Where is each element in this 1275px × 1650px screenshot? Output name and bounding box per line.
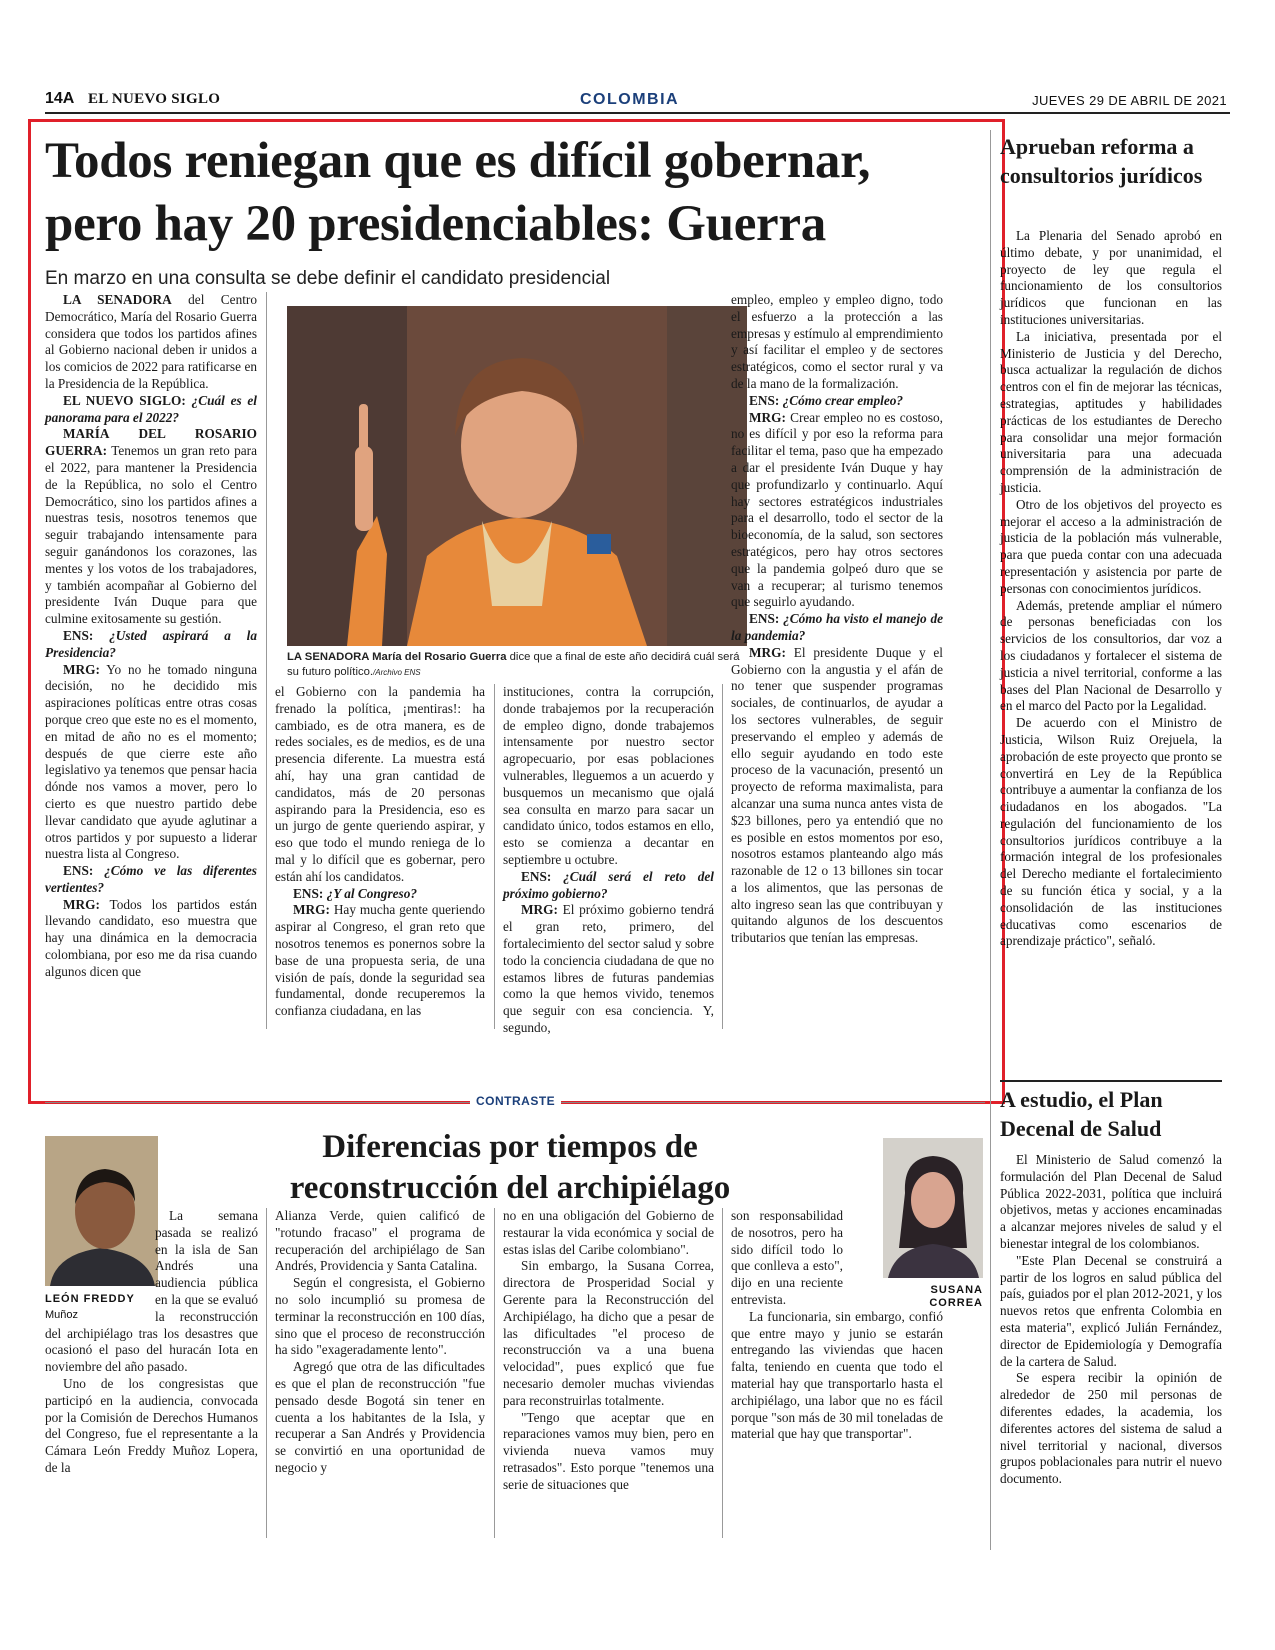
paragraph: empleo, empleo y empleo digno, todo el esfuerzo a la protección a las empresas y estímulo al emprendimiento y así facilitar el empleo y de sectores estratégicos, como el sector rural y va de la mano de la formalización. <box>731 292 943 391</box>
sidebar-divider <box>990 130 991 1550</box>
question-label: ENS: <box>521 868 552 884</box>
answer-label: MRG: <box>749 644 786 660</box>
paragraph: del Centro Democrático, María del Rosario Guerra considera que todos los partidos afines al Gobierno nacional deben ir unidos a los comicios de 2022 para ratificarse en la Presidencia de la República. <box>45 292 257 391</box>
paragraph: "Este Plan Decenal se construirá a partir de los logros en salud pública del país, guiados por el plan 2012-2021, y los nuevos retos que enfrenta Colombia en esta materia", explicó Julián Fernández, director de Epidemiología y Demografía de la cartera de Salud. <box>1000 1252 1222 1369</box>
leon-surname: Muñoz <box>45 1309 79 1321</box>
contraste-headline-line-2: reconstrucción del archipiélago <box>289 1170 731 1206</box>
senator-illustration <box>287 306 747 646</box>
section-title: COLOMBIA <box>580 91 680 108</box>
answer-label: MRG: <box>521 902 558 918</box>
answer: El próximo gobierno tendrá el gran reto, primero, del fortalecimiento del sector salud y sobre todo la conciencia ciudadana de que no estamos libres de futuras pandemias como la que hemos vivido, tenemos que seguir con esa conciencia. Y, segundo, <box>503 902 714 1035</box>
question-label: EL NUEVO SIGLO: <box>63 392 186 408</box>
main-column-1 <box>45 292 257 981</box>
question-label: ENS: <box>749 611 780 627</box>
sidebar-headline-1: Aprueban reforma a consultorios jurídicos <box>1000 134 1203 188</box>
paragraph: Alianza Verde, quien calificó de "rotundo fracaso" el programa de recuperación del archipiélago de San Andrés, Providencia y Santa Catalina. <box>275 1208 485 1274</box>
paragraph: De acuerdo con el Ministro de Justicia, Wilson Ruiz Orejuela, la aprobación de este proyecto que pronto se convertirá en Ley de la República contribuye a aumentar la confianza de los ciudadanos en los abogados. "La regulación del funcionamiento de los consultorios jurídicos contribuye a la formación integral de los profesionales del Derecho mediante el fortalecimiento de su función ética y social, y a la consolidación de las instituciones educativas como escenarios de aprendizaje práctico", señaló. <box>1000 715 1222 949</box>
issue-date: JUEVES 29 DE ABRIL DE 2021 <box>1032 93 1227 108</box>
answer: Yo no he tomado ninguna decisión, no he decidido mis aspiraciones políticas entre otras cosas porque creo que este no es el momento, en mitad de año no es el momento; después de que cierre este año legislativo ya tenemos que pensar hacia dónde nos vamos a mover, pero lo cierto es que nuestro partido debe llevar candidato que ayude aglutinar a otros partidos y por supuesto a liderar nuestra lista al Congreso. <box>45 661 257 862</box>
paragraph: Sin embargo, la Susana Correa, directora de Prosperidad Social y Gerente para la Reconstrucción del Archipiélago, ha dicho que a pesar de las dificultades "el proceso de reconstrucción va a una buena velocidad", pues explicó que fue necesario demoler muchas viviendas para reconstruirlas totalmente. <box>503 1258 714 1408</box>
question: ¿Cómo ve las diferentes vertientes? <box>45 863 257 895</box>
susana-first-name: SUSANA <box>930 1284 983 1296</box>
question-label: ENS: <box>63 627 94 643</box>
column-divider <box>494 684 495 1029</box>
question-label: ENS: <box>63 863 94 879</box>
paragraph: son responsabilidad de nosotros, pero ha sido difícil todo lo que conlleva a esto", dijo en una reciente entrevista. <box>731 1208 843 1307</box>
column-divider <box>266 1208 267 1538</box>
paragraph: La iniciativa, presentada por el Ministerio de Justicia y del Derecho, busca actualizar la regulación de dichos centros con el fin de mejorar las técnicas, estrategias, aptitudes y habilidades prácticas de los estudiantes de Derecho para consolidar una mejor formación universitaria para una adecuada comprensión de la administración de justicia. <box>1000 328 1222 495</box>
headline-line-1: Todos reniegan que es difícil gobernar, <box>45 133 871 189</box>
leon-name: LEÓN FREDDY <box>45 1293 135 1305</box>
caption-text: dice que a final de este año decidirá cuál será su futuro político. <box>287 651 740 678</box>
answer: Tenemos un gran reto para el 2022, para mantener la Presidencia de la República, no solo el Centro Democrático, sino los partidos afines a nuestras tesis, nosotros tenemos que seguir trabajando intensamente para seguir ganándonos los corazones, las mentes y los votos de los trabajadores, y también acompañar al Gobierno del presidente Iván Duque para que culmine exitosamente su gestión. <box>45 443 257 627</box>
answer-label: MRG: <box>63 661 100 677</box>
paragraph: instituciones, contra la corrupción, donde trabajemos por la recuperación de empleo digno, donde trabajemos intensamente por nuestro sector agropecuario, por esas poblaciones vulnerables, lleguemos a un acuerdo y busquemos un mecanismo que ojalá sea consulta en marzo para sacar un candidato único, todos estamos en ello, esto se comienza a decantar en septiembre u octubre. <box>503 684 714 867</box>
photo-credit: /Archivo ENS <box>373 668 421 677</box>
contraste-column-4 <box>731 1208 943 1443</box>
susana-last-name: CORREA <box>929 1297 983 1309</box>
paragraph: La Plenaria del Senado aprobó en último debate, y por unanimidad, el proyecto de ley que regula el funcionamiento de los consultorios jurídicos que funcionan en las instituciones universitarias. <box>1000 228 1222 327</box>
main-column-4 <box>731 292 943 947</box>
question: ¿Cuál será el reto del próximo gobierno? <box>503 868 714 901</box>
question-label: ENS: <box>749 392 780 408</box>
page-number: 14A <box>45 90 75 107</box>
contraste-column-3 <box>503 1208 714 1494</box>
header-rule <box>45 112 1230 114</box>
paragraph: Además, pretende ampliar el número de personas beneficiadas con los servicios de los consultorios, dar voz a los ciudadanos y fortalecer el sistema de justicia a nivel territorial, conforme a las bases del Plan Nacional de Desarrollo y en el marco del Pacto por la Legalidad. <box>1000 597 1222 714</box>
paragraph: El Ministerio de Salud comenzó la formulación del Plan Decenal de Salud Pública 2022-2031, política que incluirá objetivos, metas y acciones encaminadas a alcanzar mejores niveles de salud y el bienestar integral de los colombianos. <box>1000 1152 1222 1251</box>
paragraph: Se espera recibir la opinión de alrededor de 250 mil personas de diferentes edades, la academia, los diferentes actores del sistema de salud a nivel territorial y nacional, diversos grupos poblacionales para nutrir el nuevo documento. <box>1000 1370 1222 1487</box>
question: ¿Cómo ha visto el manejo de la pandemia? <box>731 611 943 643</box>
paragraph: Uno de los congresistas que participó en la audiencia, convocada por la Comisión de Derechos Humanos del Congreso, fue el representante a la Cámara León Freddy Muñoz Lopera, de la <box>45 1375 258 1475</box>
answer-label: MRG: <box>63 896 100 912</box>
answer: Crear empleo no es costoso, no es difícil y por eso la reforma para facilitar el tema, paso que ha empezado a dar el presidente Iván Duque y hay que profundizarlo y continuarlo. Aquí hay sectores estratégicos industriales para el desarrollo, todo el sector de la bioeconomía, de la salud, son sectores estratégicos, pero hay otros sectores que la pandemia golpeó duro que se van a recuperar; al turismo tenemos que seguirlo ayudando. <box>731 409 943 610</box>
answer-label: MRG: <box>293 902 330 918</box>
answer: Hay mucha gente queriendo aspirar al Congreso, el gran reto que nosotros tenemos es ponernos sobre la base de una propuesta seria, de una visión de país, donde la seguridad sea fundamental, donde recuperemos la confianza ciudadana, en las <box>275 902 485 1019</box>
main-headline <box>45 130 985 256</box>
paragraph: La funcionaria, sin embargo, confió que entre mayo y junio se estarán entregando las viviendas que hacen falta, teniendo en cuenta que todo el material hay que transportarlo hasta el archipiélago, una labor que no es fácil porque "son más de 30 mil toneladas de material que hay que transportar". <box>731 1308 943 1442</box>
answer-label: MRG: <box>749 409 786 425</box>
paragraph: La semana pasada se realizó en la isla de San Andrés una audiencia pública en la que se evaluó la reconstrucción del archipiélago tras los desastres que ocasionó el paso del huracán Iota en noviembre del año pasado. <box>45 1208 258 1375</box>
answer-label: MARÍA DEL ROSARIO GUERRA: <box>45 426 257 459</box>
paragraph: Otro de los objetivos del proyecto es mejorar el acceso a la administración de justicia de la población más vulnerable, para que pueda contar con una adecuada representación y asistencia por parte de personas con conocimientos jurídicos. <box>1000 496 1222 596</box>
photo-caption <box>287 650 747 680</box>
sidebar-story-1 <box>1000 228 1222 950</box>
contraste-headline-line-1: Diferencias por tiempos de <box>322 1129 698 1165</box>
column-divider <box>266 292 267 1029</box>
question: ¿Usted aspirará a la Presidencia? <box>45 627 257 660</box>
publication-name: EL NUEVO SIGLO <box>88 91 221 107</box>
question: ¿Y al Congreso? <box>323 885 417 901</box>
question: ¿Cuál es el panorama para el 2022? <box>45 392 257 425</box>
column-divider <box>494 1208 495 1538</box>
column-divider <box>722 684 723 1029</box>
lead-in: LA SENADORA <box>63 292 172 307</box>
answer: El presidente Duque y el Gobierno con la angustia y el afán de no tener que suspender programas sociales, de continuarlos, de ayudar a los sectores vulnerables, de seguir preservando el empleo y además de ello seguir ayudando en todo este proceso de la vacunación, presentó un proyecto de reforma maximalista, para alcanzar una suma nunca antes vista de $23 billones, pero ya entendió que no es posible en estos momentos por eso, nosotros estamos planteando algo más razonable de 12 o 13 billones sin tocar a los alimentos, que las personas de alto ingreso sean las que contribuyan y quitando algunos de los descuentos tributarios que tenían las empresas. <box>731 644 943 946</box>
sidebar-rule <box>1000 1080 1222 1082</box>
paragraph: Según el congresista, el Gobierno no solo incumplió su promesa de terminar la reconstrucción en 100 días, sino que el proceso de reconstrucción ha sido "exageradamente lento". <box>275 1275 485 1358</box>
caption-lead: LA SENADORA María del Rosario Guerra <box>287 651 507 663</box>
sidebar-headline-2: A estudio, el Plan Decenal de Salud <box>1000 1087 1163 1141</box>
photo-wrap-space <box>45 1208 155 1320</box>
main-subhead: En marzo en una consulta se debe definir el candidato presidencial <box>45 268 611 289</box>
answer: Todos los partidos están llevando candidato, eso muestra que hay una dinámica en la democracia colombiana, por eso me da risa cuando algunos dicen que <box>45 896 257 979</box>
paragraph: Agregó que otra de las dificultades es que el plan de reconstrucción "fue pensado desde Bogotá sin tener en cuenta a los habitantes de la Isla, y recuperar a San Andrés y Providencia se convirtió en una oportunidad de negocio y <box>275 1359 485 1475</box>
paragraph: "Tengo que aceptar que en reparaciones vamos muy bien, pero en vivienda nueva vamos muy retrasados". Esto porque "tenemos una serie de situaciones que <box>503 1409 714 1492</box>
contraste-column-1 <box>45 1208 258 1477</box>
contraste-headline <box>265 1127 755 1209</box>
paragraph: no en una obligación del Gobierno de restaurar la vida económica y social de estas islas del Caribe colombiano". <box>503 1208 714 1257</box>
paragraph: el Gobierno con la pandemia ha frenado la política, ¡mentiras!: ha cambiado, es de otra manera, es de redes sociales, es de medios, es de una presencia diferente. La muestra está ahí, hay una gran cantidad de candidatos, más de 20 personas aspirando para la Presidencia, eso es un jurgo de gente queriendo aspirar, y eso que todo el mundo reniega de lo mal y lo difícil que es gobernar, pero están ahí los candidatos. <box>275 684 485 884</box>
headline-line-2: pero hay 20 presidenciables: Guerra <box>45 196 826 252</box>
main-column-2 <box>275 684 485 1020</box>
question-label: ENS: <box>293 885 324 901</box>
contraste-column-2 <box>275 1208 485 1477</box>
question: ¿Cómo crear empleo? <box>779 392 904 408</box>
main-column-3 <box>503 684 714 1037</box>
senator-photo <box>287 306 747 646</box>
contraste-label: CONTRASTE <box>470 1094 561 1108</box>
sidebar-story-2 <box>1000 1152 1222 1488</box>
column-divider <box>722 1208 723 1538</box>
